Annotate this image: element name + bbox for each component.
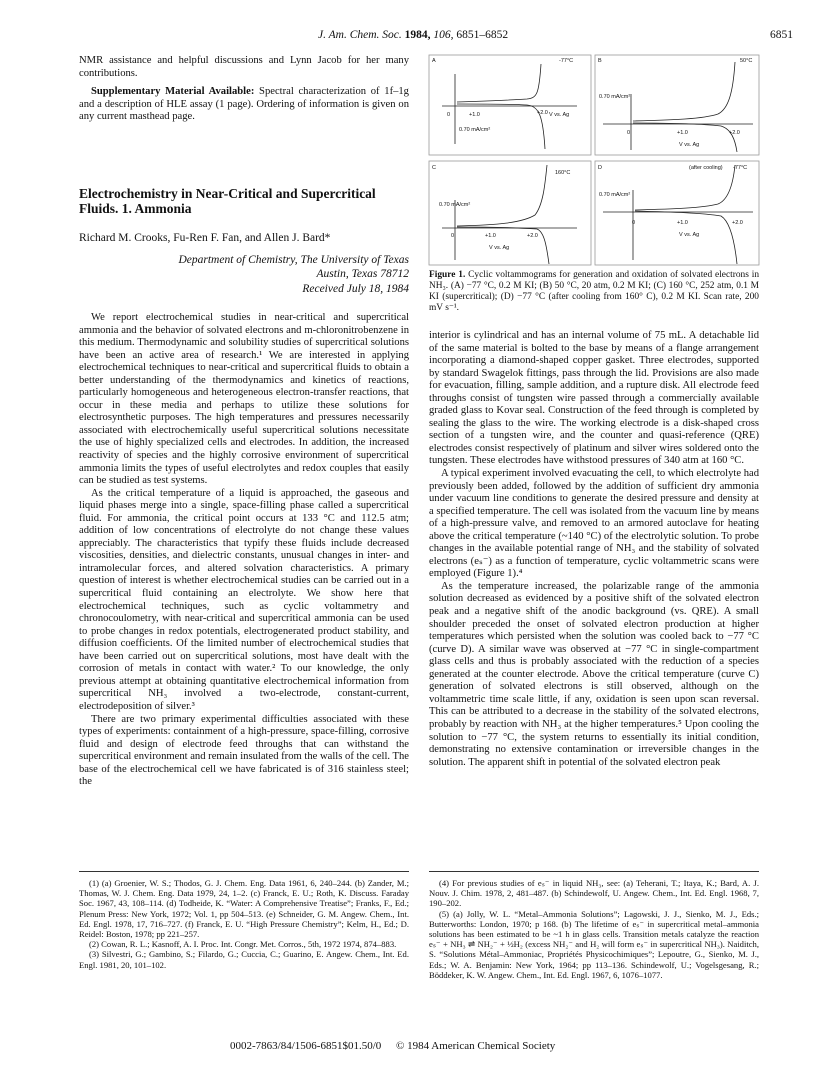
- page-number: 6851: [770, 29, 793, 41]
- tick-label: 0: [632, 220, 636, 226]
- footnote: (5) (a) Jolly, W. L. “Metal–Ammonia Solutions”; Lagowski, J. J., Sienko, M. J., Eds.; Butterworths: London, 1970; p 168. (b) The lifetime of eₛ⁻ in supercritical metal–ammonia solutions has been estimated to be ~1 h in glass cells. Transition metals catalyze the reaction eₛ⁻ + NH₃ ⇌ NH₂⁻ + ½H₂ (excess NH₂⁻ and H₂ will form eₛ⁻ in supercritical NH₃). Naiditch, S. “Solutions Métal–Ammoniac, Propriétés Physicochimiques”; Lepoutre, G., Sienko, M. J., Eds.; W. A. Benjamin: New York, 1964; pp 113–136. Schindewolf, U.; Vogelsgesang, R.; Böddeker, K. W. Angew. Chem., Int. Ed. Engl. 1967, 6, 1076–1077.: [429, 908, 759, 980]
- tick-label: 0: [627, 130, 631, 136]
- caption-label: Figure 1.: [429, 270, 466, 280]
- left-column-top: [79, 55, 409, 124]
- panel-temperature: 160°C: [555, 170, 571, 176]
- footnote: (3) Silvestri, G.; Gambino, S.; Filardo, G.; Cuccia, C.; Guarino, E. Angew. Chem., Int. Ed. Engl. 1981, 20, 101–102.: [79, 949, 409, 970]
- running-header: [318, 29, 508, 41]
- figure-1: [427, 54, 761, 268]
- footnote: (2) Cowan, R. L.; Kasnoff, A. I. Proc. Int. Congr. Met. Corros., 5th, 1972 1974, 874–883.: [89, 939, 397, 950]
- tick-label: +2.0: [732, 220, 743, 226]
- tick-label: +2.0: [527, 233, 538, 239]
- supplementary-label: Supplementary Material Available:: [91, 86, 255, 98]
- tick-label: 0: [447, 112, 451, 118]
- tick-label: 0: [451, 233, 455, 239]
- axis-label: V vs. Ag: [549, 112, 570, 118]
- footnote: (4) For previous studies of eₛ⁻ in liquid NH₃, see: (a) Teherani, T.; Itaya, K.; Bard, A. J. Nouv. J. Chim. 1978, 2, 481–487. (b) Schindewolf, U. Angew. Chem., Int. Ed. Engl. 1968, 7, 190–202.: [429, 878, 759, 909]
- body-paragraph: As the temperature increased, the polarizable range of the ammonia solution decreased as evidenced by a positive shift of the solvated electron peak and a negative shift of the anodic background (vs. QRE). A small shoulder preceded the onset of solvated electron production at higher temperatures which persisted when the solution was cooled back to −77 °C (curve D). A similar wave was observed at −77 °C in single-compartment glass cells and thus is probably associated with the reduction of a species generated at the counter electrode. Above the critical temperature (curve C) generation of solvated electrons is still observed, although on the voltammetric time scale little, if any, oxidation is seen upon scan reversal. This can be attributed to a decrease in the stability of the solvated electrons, probably by reaction with NH₃ at the higher temperatures.⁵ Upon cooling the solution to −77 °C, the system returns to essentially its initial condition, demonstrating no extensive contamination or irreversible changes in the solution. The apparent shift in potential of the solvated electron peak: [429, 580, 759, 768]
- scale-bar-label: 0.70 mA/cm²: [599, 94, 631, 100]
- body-paragraph: We report electrochemical studies in near-critical and supercritical ammonia and the behavior of solvated electrons and m-chloronitrobenzene in this medium. Thermodynamic and solubility studies of supercritical solutions have been an active area of research.¹ We are interested in applying electrochemical techniques to near-critical and supercritical fluids to obtain a better understanding of the thermodynamics and kinetics of reactions, particularly homogeneous and heterogeneous electron-transfer reactions, that occur in these media and perhaps to utilize these solutions for electrosynthetic purposes. The high temperatures and pressures necessarily associated with electrochemically useful supercritical solutions necessitate the use of highly specialized cells and electrodes. In addition, the increased reactivity of species and the highly corrosive environment of supercritical ammonia limits the types of useful electrolytes and redox couples that easily can be studied as test systems.: [79, 312, 409, 487]
- footnote: (1) (a) Groenier, W. S.; Thodos, G. J. Chem. Eng. Data 1961, 6, 240–244. (b) Zander, M.; Thomas, W. J. Chem. Eng. Data 1979, 24, 1–2. (c) Franck, E. U.; Roth, K. Discuss. Faraday Soc. 1967, 43, 108–114. (d) Todheide, K. “Water: A Comprehensive Treatise”; Franks, F., Ed.; Plenum Press: New York, 1972; Vol. 1, pp 504–513. (e) Schneider, G. M. Angew. Chem., Int. Ed. Engl. 1978, 17, 716–727. (f) Franck, E. U. “High Pressure Chemistry”; Kelm, H., Ed.; D. Reidel: Boston, 1978; pp 221–257.: [79, 878, 409, 940]
- panel-letter: A: [432, 58, 436, 64]
- panel-b: [595, 55, 759, 155]
- footnotes-right: [429, 878, 759, 980]
- body-paragraph: As the critical temperature of a liquid is approached, the gaseous and liquid phases merge into a single, space-filling phase called a supercritical fluid. For ammonia, the critical point occurs at 133 °C and 112.5 atm; addition of low concentrations of electrolyte do not change these values appreciably. The characteristics that typify these fluids include decreased viscosities, densities, and dielectric constants, unusual changes in inter- and intramolecular forces, and altered solvation characteristics. A primary question of interest is whether electrochemical studies can be carried out in a supercritical fluid containing an electrolyte. We show here that electrochemical techniques, such as cyclic voltammetry and chronocoulometry, with near-critical and supercritical ammonia can be used to probe changes in redox potentials, electrogenerated product stability, and diffusion coefficients. Of the limited number of electrochemical studies that have been carried out on supercritical solutions, most have dealt with the corrosion of metals in contact with water.² To our knowledge, the only previous attempt at obtaining quantitative electrochemical information from supercritical NH₃ involved a two-electrode, constant-current, electrodeposition of silver.³: [79, 487, 409, 712]
- received-date: Received July 18, 1984: [302, 283, 409, 295]
- body-paragraph: There are two primary experimental difficulties associated with these types of experiments: containment of a high-pressure, space-filling, corrosive fluid and design of electrode feed throughs that can withstand the supercritical environment and remain insulated from the walls of the cell. The base of the electrochemical cell we have fabricated is of 316 stainless steel; the: [79, 713, 409, 788]
- tick-label: +1.0: [485, 233, 496, 239]
- panel-letter: B: [598, 58, 602, 64]
- journal-volume: 106,: [433, 29, 454, 41]
- footnotes-left: [79, 878, 409, 970]
- publication-code: 0002-7863/84/1506-6851$01.50/0: [230, 1040, 382, 1052]
- scale-bar-label: 0.70 mA/cm²: [439, 202, 471, 208]
- axis-label: V vs. Ag: [679, 142, 700, 148]
- journal-name: J. Am. Chem. Soc.: [318, 29, 402, 41]
- copyright-notice: © 1984 American Chemical Society: [396, 1040, 556, 1052]
- tick-label: +2.0: [537, 110, 548, 116]
- panel-temperature: -77°C: [559, 58, 574, 64]
- tick-label: +1.0: [469, 112, 480, 118]
- supplementary-text: Spectral characterization of 1f–1g and a description of HLE assay (1 page). Ordering of information is given on any current masthead page.: [79, 86, 409, 123]
- axis-label: V vs. Ag: [489, 245, 510, 251]
- article-title: Electrochemistry in Near-Critical and Supercritical Fluids. 1. Ammonia: [79, 186, 376, 216]
- affiliation: [79, 253, 409, 296]
- axis-label: V vs. Ag: [679, 232, 700, 238]
- right-column-body: [429, 330, 759, 769]
- journal-pages: 6851–6852: [456, 29, 509, 41]
- scale-bar-label: 0.70 mA/cm²: [599, 192, 631, 198]
- tick-label: +1.0: [677, 130, 688, 136]
- affiliation-city: Austin, Texas 78712: [316, 268, 409, 280]
- journal-year: 1984,: [404, 29, 431, 41]
- tick-label: +1.0: [677, 220, 688, 226]
- page-footer: [230, 1040, 555, 1052]
- panel-letter: C: [432, 165, 436, 171]
- affiliation-department: Department of Chemistry, The University of Texas: [178, 254, 409, 266]
- body-paragraph: A typical experiment involved evacuating the cell, to which electrolyte had previously been added, followed by the addition of sufficient dry ammonia under vacuum line conditions to generate the desired pressure and density at a specified temperature. The cell was isolated from the vacuum line by means of a high-pressure valve, and removed to an armored autoclave for heating above the critical temperature (~140 °C) of the electrolytic solution. To probe changes in the available potential range of NH₃ and the stability of solvated electrons (eₛ⁻) as a function of temperature, cyclic voltammetric scans were employed (Figure 1).⁴: [429, 468, 759, 580]
- acknowledgment: NMR assistance and helpful discussions and Lynn Jacob for her many contributions.: [79, 55, 409, 79]
- panel-temperature: 50°C: [740, 58, 753, 64]
- panel-note: (after cooling): [689, 165, 723, 171]
- supplementary-material: [79, 86, 409, 124]
- scale-bar-label: 0.70 mA/cm²: [459, 127, 491, 133]
- panel-c: [429, 161, 591, 265]
- footnote-divider: [429, 871, 759, 872]
- footnote-divider: [79, 871, 409, 872]
- caption-text: Cyclic voltammograms for generation and oxidation of solvated electrons in NH₃. (A) −77 °C, 0.2 M KI; (B) 50 °C, 20 atm, 0.2 M KI; (C) 160 °C, 252 atm, 0.1 M KI (supercritical); (D) −77 °C (after cooling from 160° C), 0.2 M KI. Scan rate, 200 mV s⁻¹.: [429, 270, 760, 313]
- body-paragraph: interior is cylindrical and has an internal volume of 75 mL. A detachable lid of the same material is bolted to the base by means of a flange arrangement incorporating a diamond-shaped copper gasket. Three electrodes, supported by standard Swagelok fittings, pass through the lid. Provisions are also made for evacuation, filling, sample addition, and a rupture disk. All electrode feed throughs consist of tungsten wire passed through a commercially available graded glass to Kovar seal. Construction of the feed through is completed by sealing the glass to the wire. The working electrode is a disk-shaped cross section of a tungsten wire, and the counter and quasi-reference (QRE) electrodes consist respectively of platinum and silver wires soldered onto the tungsten. These electrodes have withstood pressures of 340 atm at 160 °C.: [429, 330, 759, 467]
- tick-label: +2.0: [729, 130, 740, 136]
- figure-caption: [429, 270, 759, 314]
- panel-d: [595, 161, 759, 265]
- panel-letter: D: [598, 165, 602, 171]
- panel-a: [429, 55, 591, 155]
- article-authors: Richard M. Crooks, Fu-Ren F. Fan, and Allen J. Bard*: [79, 232, 331, 244]
- voltammogram-figure: [427, 54, 761, 268]
- panel-temperature: -77°C: [733, 165, 748, 171]
- left-column-body: [79, 312, 409, 789]
